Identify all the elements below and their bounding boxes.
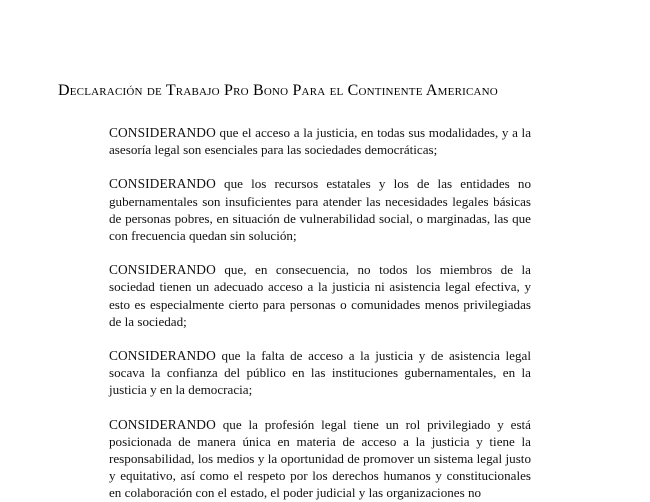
paragraph-lead: CONSIDERANDO bbox=[109, 348, 216, 364]
paragraph-lead: CONSIDERANDO bbox=[109, 416, 216, 432]
considerando-paragraph-4 bbox=[109, 347, 531, 399]
paragraph-lead: CONSIDERANDO bbox=[109, 262, 216, 278]
paragraph-text: que los recursos estatales y los de las entidades no gubernamentales son insuficientes para atender las necesidades legales básicas de personas pobres, en situación de vulnerabilidad social, o marginadas, las que con frecuencia quedan sin solución; bbox=[109, 176, 531, 244]
paragraph-text: que el acceso a la justicia, en todas sus modalidades, y a la asesoría legal son esenciales para las sociedades democráticas; bbox=[109, 125, 532, 158]
paragraph-lead: CONSIDERANDO bbox=[109, 176, 216, 192]
document-title: Declaración de Trabajo Pro Bono Para el Continente Americano bbox=[58, 82, 498, 99]
considerando-paragraph-3 bbox=[109, 261, 531, 330]
considerando-paragraph-2 bbox=[109, 175, 531, 244]
paragraph-text: que la profesión legal tiene un rol privilegiado y está posicionada de manera única en materia de acceso a la justicia y tiene la responsabilidad, los medios y la oportunidad de promover un sistema legal justo y equitativo, así como el respeto por los derechos humanos y constitucionales en colaboración con el estado, el poder judicial y las organizaciones no bbox=[109, 416, 531, 501]
paragraph-lead: CONSIDERANDO bbox=[109, 125, 216, 140]
paragraph-text: que la falta de acceso a la justicia y de asistencia legal socava la confianza del público en las instituciones gubernamentales, en la justicia y en la democracia; bbox=[109, 348, 531, 398]
paragraph-text: que, en consecuencia, no todos los miembros de la sociedad tienen un adecuado acceso a la justicia ni asistencia legal efectiva, y esto es especialmente cierto para personas o comunidades menos privilegiadas de la sociedad; bbox=[109, 262, 531, 329]
considerando-paragraph-5 bbox=[109, 416, 531, 502]
considerando-paragraph-1 bbox=[109, 124, 531, 158]
document-body bbox=[109, 124, 531, 502]
